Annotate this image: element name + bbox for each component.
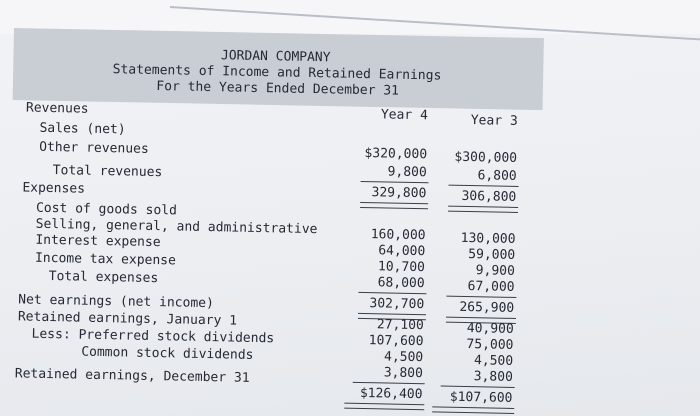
label-cogs: Cost of goods sold [35,200,178,219]
value-total-expenses-y3: 265,900 [459,299,515,316]
rule-revenues-y3 [449,185,519,187]
value-re-december-y4: $126,400 [359,385,423,403]
value-other-revenues-y3: 6,800 [477,168,517,184]
value-common-y4: 3,800 [383,365,424,382]
label-interest: Interest expense [35,232,161,251]
double-rule-revenues-y3 [448,206,518,213]
value-total-expenses-y4: 302,700 [369,296,425,313]
value-cogs-y4: 160,000 [370,227,426,244]
column-header-year3: Year 3 [470,113,518,129]
value-interest-y3: 9,900 [475,263,516,279]
rule-dividends-y4 [353,382,425,384]
value-cogs-y3: 130,000 [460,230,516,247]
rule-expenses-y4 [358,292,426,294]
value-re-january-y3: 75,000 [466,337,514,353]
company-name: JORDAN COMPANY [220,48,331,66]
value-net-earnings-y4: 27,100 [376,317,424,334]
double-rule-revenues-y4 [360,202,428,209]
value-total-revenues-y4: 329,800 [371,185,427,202]
value-preferred-y3: 4,500 [473,353,514,369]
label-income-tax: Income tax expense [34,250,177,269]
value-sales-y3: $300,000 [454,149,518,166]
double-rule-final-y3 [432,406,514,414]
label-other-revenues: Other revenues [39,139,149,157]
value-re-january-y4: 107,600 [368,333,424,350]
value-preferred-y4: 4,500 [383,349,424,366]
label-revenues: Revenues [25,100,89,117]
value-net-earnings-y3: 40,900 [466,321,514,337]
rule-revenues-y4 [361,181,429,183]
value-total-revenues-y3: 306,800 [461,188,517,205]
value-sga-y4: 64,000 [378,243,426,260]
column-header-year4: Year 4 [380,107,429,124]
label-net-earnings: Net earnings (net income) [18,292,215,312]
value-other-revenues-y4: 9,800 [387,164,427,181]
label-total-revenues: Total revenues [52,163,163,181]
statement-period: For the Years Ended December 31 [156,79,400,99]
label-sga: Selling, general, and administrative [35,216,318,238]
label-total-expenses: Total expenses [48,268,159,287]
label-preferred-dividends: Less: Preferred stock dividends [31,326,275,347]
value-sales-y4: $320,000 [364,146,428,163]
value-interest-y4: 10,700 [377,259,426,276]
double-rule-final-y4 [344,403,424,411]
value-common-y3: 3,800 [473,369,513,385]
statement-title: Statements of Income and Retained Earnings [112,62,442,84]
rule-expenses-y3 [446,296,516,298]
value-income-tax-y4: 68,000 [377,275,425,292]
label-expenses: Expenses [22,180,86,197]
label-re-december: Retained earnings, December 31 [14,366,250,386]
value-re-december-y3: $107,600 [449,389,513,406]
label-sales: Sales (net) [39,120,126,138]
rule-dividends-y3 [441,386,515,388]
label-re-january: Retained earnings, January 1 [17,309,238,329]
label-common-dividends: Common stock dividends [81,344,254,363]
value-income-tax-y3: 67,000 [467,279,515,295]
value-sga-y3: 59,000 [468,247,516,263]
